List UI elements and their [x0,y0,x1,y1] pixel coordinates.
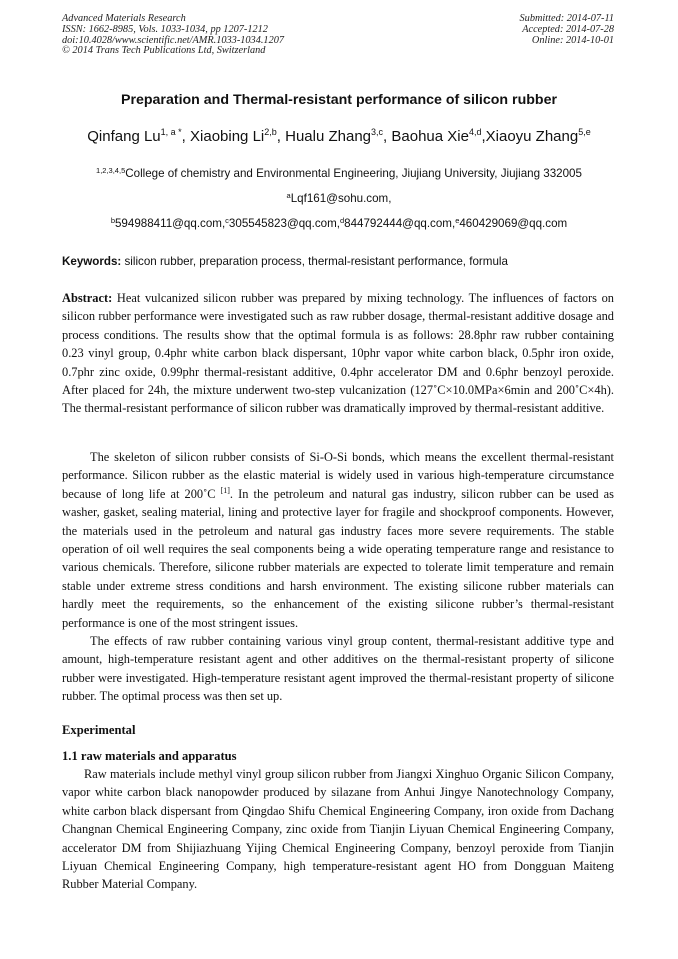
journal-issn: ISSN: 1662-8985, Vols. 1033-1034, pp 1207-1212 [62,23,268,35]
section-heading: Experimental [62,723,136,737]
journal-copyright: © 2014 Trans Tech Publications Ltd, Switzerland [62,45,266,57]
email-address: 460429069@qq.com [459,217,568,230]
author-sup: 3,c [371,127,384,137]
subsection-heading: 1.1 raw materials and apparatus [62,749,237,763]
author-name: Hualu Zhang [285,128,372,145]
email-address: 594988411@qq.com, [114,217,226,230]
intro-paragraph-1 [62,448,614,632]
email-sup: a [286,191,291,200]
email-sup: d [339,216,345,225]
affiliation-sup: 1,2,3,4,5 [96,166,126,175]
abstract [62,289,614,418]
materials-paragraph [62,765,614,894]
citation-ref: [1] [220,485,230,495]
author-sup: 2,b [264,127,277,137]
abstract-label: Abstract: [62,291,113,305]
author-name: Baohua Xie [391,128,469,145]
date-accepted: Accepted: 2014-07-28 [522,23,614,35]
keywords-label: Keywords: [62,255,122,268]
intro-text: . In the petroleum and natural gas industry, silicon rubber can be used as washer, gasket, sealing material, lining and protective layer for fragile and shockproof components. However, the materials used in the petroleum and natural gas industry faces more severe requirements. The stable operation of oil well requires the seal components being a wide operating temperature range and resistance to various chemicals. Therefore, silicone rubber materials are expected to tolerate limit temperature and remain stable under extreme stress conditions and harsh environment. The existing silicone rubber materials can hardly meet the requirements, so the enhancement of the existing silicone rubber’s thermal-resistant performance is one of the most stringent issues. [62,486,615,630]
author-sup: 5,e [578,127,591,137]
email-address: Lqf161@sohu.com, [290,192,392,205]
author-name: Xiaobing Li [190,128,265,145]
keywords-text: silicon rubber, preparation process, thermal-resistant performance, formula [121,255,508,268]
email-sup: c [225,216,229,225]
journal-doi: doi:10.4028/www.scientific.net/AMR.1033-1034.1207 [62,34,285,46]
intro-paragraph-2: The effects of raw rubber containing various vinyl group content, thermal-resistant additive type and amount, high-temperature resistant agent and other additives on the thermal-resistant property of silicone rubber were investigated. High-temperature resistant agent improved the thermal-resistant property of silicone rubber. The optimal process was then set up. [62,634,614,704]
dates-header [520,14,614,46]
email-line-a [0,192,678,205]
introduction [62,448,614,706]
email-line-others [0,217,678,230]
affiliation [0,167,678,180]
intro-text: The skeleton of silicon rubber consists of Si-O-Si bonds, which means the excellent thermal-resistant performance. Silicon rubber as the elastic material is widely used in various high-temperature circumstance because of long life at 200˚C [62,450,614,501]
author-name: Qinfang Lu [87,128,161,145]
email-sup: b [110,216,115,225]
author-list: Qinfang $Lu^{1, a *}$, Xiaobing Li$^{2,b}$, Hualu Zhang$^{3,c}$, Baohua Xie$^{4,d}$,Xiaoyu Zhang$^{5,e}$ [87,127,591,145]
author-sup: 1, a * [160,127,182,137]
materials-text: Raw materials include methyl vinyl group silicon rubber from Jiangxi Xinghuo Organic Silicon Company, vapor white carbon black nanopowder produced by silazane from Anhui Jingye Nanotechnology Company, white carbon black dispersant from Qingdao Shifu Chemical Engineering Company, iron oxide from Dachang Changnan Chemical Engineering Company, zinc oxide from Tianjin Liyuan Chemical Engineering Company, accelerator DM from Shijiazhuang Yijing Chemical Engineering Company, benzoyl peroxide from Tianjin Liyuan Chemical Engineering Company, high temperature-resistant agent HO from Dongguan Maiteng Rubber Material Company. [62,767,614,892]
abstract-text: Heat vulcanized silicon rubber was prepared by mixing technology. The influences of factors on silicon rubber performance were investigated such as raw rubber dosage, thermal-resistant additive dosage and process conditions. The results show that the optimal formula is as follows: 28.8phr raw rubber containing 0.23 vinyl group, 0.4phr white carbon black dispersant, 10phr vapor white carbon black, 0.5phr iron oxide, 0.7phr zinc oxide, 0.99phr thermal-resistant additive, 0.4phr accelerator DM and 0.6phr benzoyl peroxide. After placed for 24h, the mixture underwent two-step vulcanization (127˚C×10.0MPa×6min and 200˚C×4h). The thermal-resistant performance of silicon rubber was dramatically improved by thermal-resistant additive. [62,291,614,416]
keywords [62,255,622,268]
email-sup: e [455,216,460,225]
paper-title: Preparation and Thermal-resistant performance of silicon rubber [121,92,557,108]
author-sup: 4,d [468,127,482,137]
author-name: Xiaoyu Zhang [485,128,579,145]
affiliation-text: College of chemistry and Environmental Engineering, Jiujiang University, Jiujiang 332005 [125,167,582,180]
journal-name: Advanced Materials Research [62,13,186,24]
email-address: 305545823@qq.com, [228,217,340,230]
date-online: Online: 2014-10-01 [531,34,614,46]
date-submitted: Submitted: 2014-07-11 [519,13,614,24]
journal-header [62,14,284,57]
email-address: 844792444@qq.com, [344,217,456,230]
